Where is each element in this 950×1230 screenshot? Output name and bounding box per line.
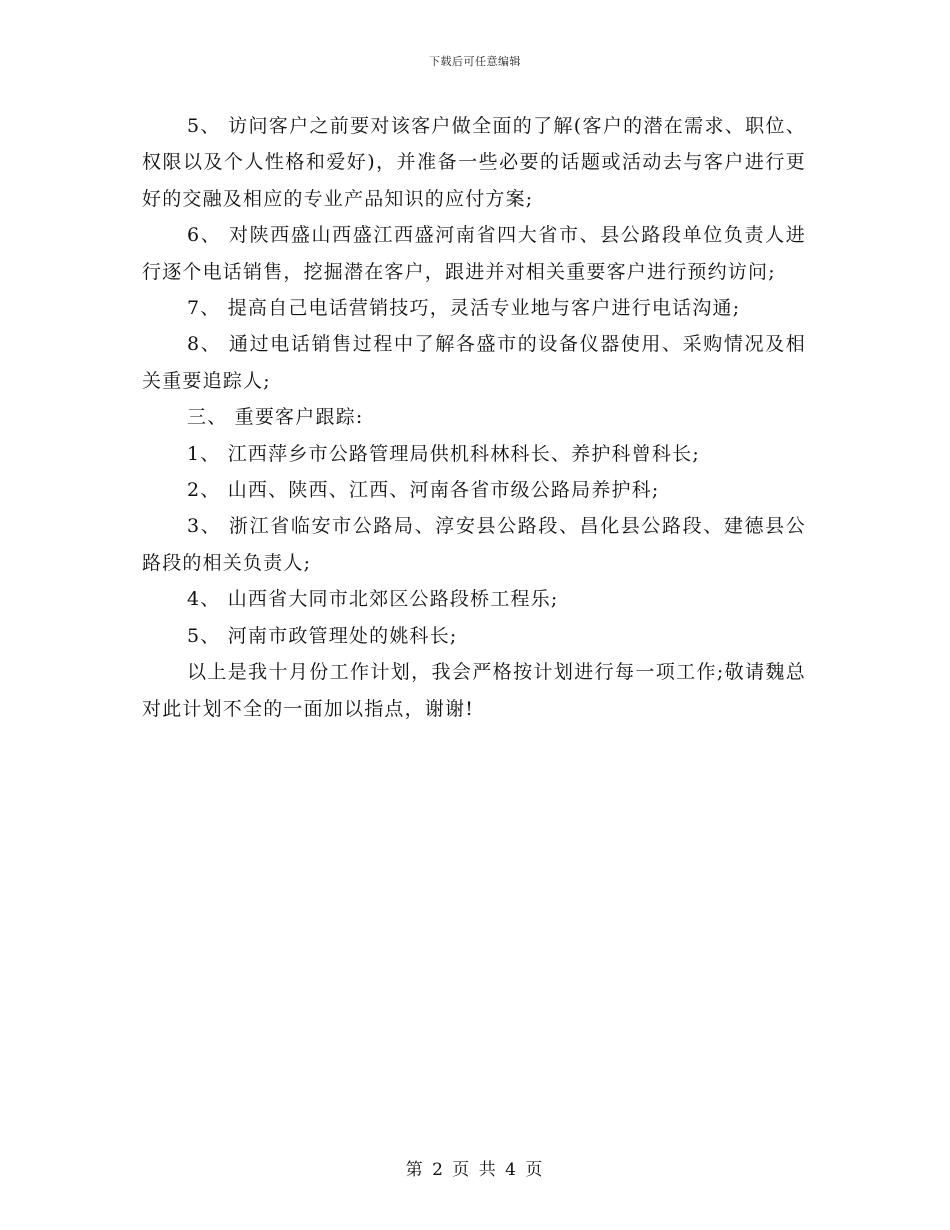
- paragraph-item-6-phone-sales: 6、 对陕西盛山西盛江西盛河南省四大省市、县公路段单位负责人进行逐个电话销售，挖掘潜在客户，跟进并对相关重要客户进行预约访问;: [142, 224, 806, 283]
- client-item-3: 3、 浙江省临安市公路局、淳安县公路段、昌化县公路段、建德县公路段的相关负责人;: [142, 515, 806, 574]
- paragraph-item-7-phone-skills: 7、 提高自己电话营销技巧，灵活专业地与客户进行电话沟通;: [187, 297, 741, 320]
- page-number-footer: 第 2 页 共 4 页: [405, 1160, 545, 1180]
- section-heading-key-clients: 三、 重要客户跟踪:: [187, 406, 364, 429]
- paragraph-item-8-equipment-info: 8、 通过电话销售过程中了解各盛市的设备仪器使用、采购情况及相关重要追踪人;: [142, 333, 806, 392]
- client-item-5: 5、 河南市政管理处的姚科长;: [187, 624, 458, 647]
- paragraph-item-5-client-research: 5、 访问客户之前要对该客户做全面的了解(客户的潜在需求、职位、权限以及个人性格和爱好)，并准备一些必要的话题或活动去与客户进行更好的交融及相应的专业产品知识的应付方案;: [142, 115, 806, 210]
- client-item-4: 4、 山西省大同市北郊区公路段桥工程乐;: [187, 588, 559, 611]
- client-item-2: 2、 山西、陕西、江西、河南各省市级公路局养护科;: [187, 479, 660, 502]
- closing-paragraph: 以上是我十月份工作计划，我会严格按计划进行每一项工作;敬请魏总对此计划不全的一面加以指点，谢谢!: [142, 661, 806, 720]
- client-item-1: 1、 江西萍乡市公路管理局供机科林科长、养护科曾科长;: [187, 442, 700, 465]
- document-body: [142, 108, 806, 727]
- page-header: 下载后可任意编辑: [429, 55, 521, 68]
